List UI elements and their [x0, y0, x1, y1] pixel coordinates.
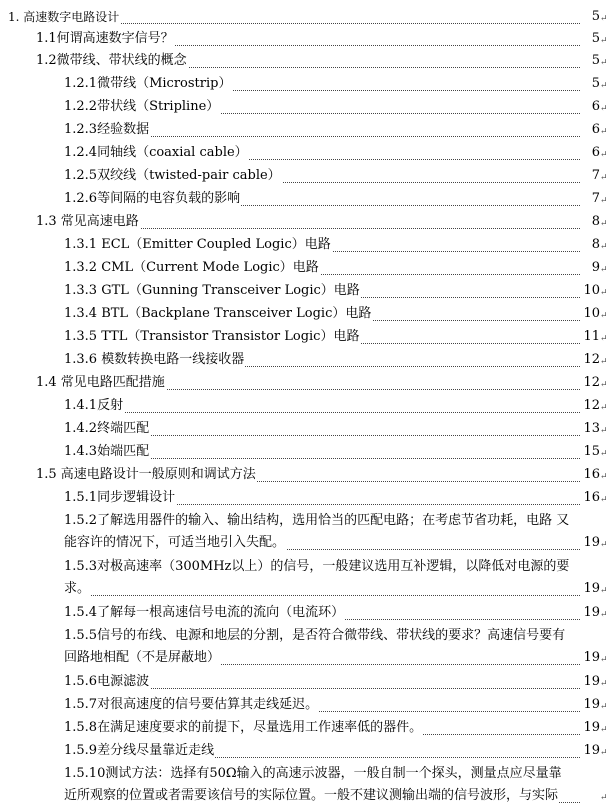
toc-entry-text: 1.5.8在满足速度要求的前提下，尽量选用工作速率低的器件。 [64, 720, 423, 735]
toc-entry[interactable] [0, 694, 612, 716]
toc-entry-text: 1.4.3始端匹配 [64, 444, 150, 459]
toc-entry-text: 1.3.4 BTL（Backplane Transceiver Logic）电路 [64, 306, 372, 321]
toc-entry-text: 能容许的情况下，可适当地引入失配。 [64, 535, 286, 550]
paragraph-mark-icon: ↵ [600, 311, 608, 321]
toc-entry[interactable] [0, 326, 612, 348]
paragraph-mark-icon: ↵ [600, 173, 608, 183]
toc-entry-text: 求。 [64, 581, 91, 596]
toc-page-number: 15 [580, 444, 600, 460]
toc-entry[interactable] [0, 510, 612, 554]
toc-page-number: 19 [580, 650, 600, 666]
toc-entry-text: 1.2.4同轴线（coaxial cable） [64, 145, 248, 160]
paragraph-mark-icon: ↵ [600, 81, 608, 91]
toc-page-number: 19 [580, 674, 600, 690]
toc-entry-text: 1.3.2 CML（Current Mode Logic）电路 [64, 260, 319, 275]
toc-page-number: 13 [580, 421, 600, 437]
toc-entry[interactable] [0, 6, 612, 28]
toc-page-number: 8 [580, 214, 600, 230]
toc-entry-text: 1.4.1反射 [64, 398, 124, 413]
toc-entry-text: 1.5.9差分线尽量靠近走线 [64, 743, 215, 758]
toc-entry-text: 1. 高速数字电路设计 [8, 10, 120, 24]
paragraph-mark-icon: ↵ [600, 265, 608, 275]
toc-entry[interactable] [0, 303, 612, 325]
paragraph-mark-icon: ↵ [600, 586, 608, 596]
toc-page-number: 19 [580, 720, 600, 736]
toc-entry[interactable] [0, 763, 612, 807]
toc-entry-text: 近所观察的位置或者需要该信号的实际位置。一般不建议测输出端的信号波形，与实际 [64, 788, 559, 803]
paragraph-mark-icon: ↵ [600, 472, 608, 482]
toc-entry-text: 1.1何谓高速数字信号？ [36, 31, 174, 46]
dot-leader [64, 595, 580, 596]
paragraph-mark-icon: ↵ [600, 426, 608, 436]
paragraph-mark-icon: ↵ [600, 725, 608, 735]
toc-entry-text-line1: 1.5.5信号的布线、电源和地层的分割，是否符合微带线、带状线的要求？高速信号要有 [64, 628, 566, 643]
dot-leader [64, 412, 580, 413]
toc-entry-text: 1.2.3经验数据 [64, 122, 150, 137]
toc-entry[interactable] [0, 740, 612, 762]
toc-page-number: 9 [580, 260, 600, 276]
toc-entry[interactable] [0, 257, 612, 279]
toc-entry[interactable] [0, 602, 612, 624]
toc-entry[interactable] [0, 441, 612, 463]
paragraph-mark-icon: ↵ [600, 380, 608, 390]
toc-entry[interactable] [0, 188, 612, 210]
toc-entry[interactable] [0, 96, 612, 118]
toc-entry[interactable] [0, 165, 612, 187]
toc-entry[interactable] [0, 671, 612, 693]
toc-page-number: 5 [580, 76, 600, 92]
toc-entry-text: 回路地相配（不是屏蔽地） [64, 650, 221, 665]
toc-entry[interactable] [0, 717, 612, 739]
toc-entry[interactable] [0, 487, 612, 509]
toc-page-number: 19 [580, 581, 600, 597]
paragraph-mark-icon: ↵ [600, 150, 608, 160]
toc-entry-text: 1.5 高速电路设计一般原则和调试方法 [36, 467, 256, 482]
toc-entry[interactable] [0, 119, 612, 141]
toc-page-number: 5 [580, 53, 600, 69]
toc-entry-text: 1.3.6 模数转换电路一线接收器 [64, 352, 245, 367]
toc-page-number: 6 [580, 99, 600, 115]
toc-entry[interactable] [0, 349, 612, 371]
toc-entry-text-line1: 1.5.2了解选用器件的输入、输出结构，选用恰当的匹配电路；在考虑节省功耗，电路 又 [64, 513, 570, 528]
toc-entry-text: 1.2.6等间隔的电容负载的影响 [64, 191, 241, 206]
toc-page-number: 8 [580, 237, 600, 253]
paragraph-mark-icon: ↵ [600, 36, 608, 46]
paragraph-mark-icon: ↵ [600, 127, 608, 137]
toc-entry[interactable] [0, 28, 612, 50]
toc-entry[interactable] [0, 372, 612, 394]
toc-page-number: 5 [580, 9, 600, 25]
toc-page-number: 12 [580, 375, 600, 391]
paragraph-mark-icon: ↵ [600, 104, 608, 114]
paragraph-mark-icon: ↵ [600, 14, 608, 24]
toc-page-number: 19 [580, 605, 600, 621]
toc-page-number: 6 [580, 122, 600, 138]
paragraph-mark-icon: ↵ [600, 403, 608, 413]
paragraph-mark-icon: ↵ [600, 334, 608, 344]
toc-page-number: 19 [580, 697, 600, 713]
paragraph-mark-icon: ↵ [600, 495, 608, 505]
paragraph-mark-icon: ↵ [600, 748, 608, 758]
toc-page-number: 12 [580, 398, 600, 414]
toc-page-number: 6 [580, 145, 600, 161]
toc-entry-text: 1.5.4了解每一根高速信号电流的流向（电流环） [64, 605, 345, 620]
toc-entry[interactable] [0, 625, 612, 669]
toc-entry[interactable] [0, 142, 612, 164]
toc-entry[interactable] [0, 395, 612, 417]
paragraph-mark-icon: ↵ [600, 540, 608, 550]
toc-entry[interactable] [0, 280, 612, 302]
toc-entry-text-line1: 1.5.10测试方法：选择有50Ω输入的高速示波器，一般自制一个探头，测量点应尽量靠 [64, 766, 562, 781]
toc-entry-text-line1: 1.5.3对极高速率（300MHz以上）的信号，一般建议选用互补逻辑，以降低对电源的要 [64, 559, 570, 574]
toc-entry[interactable] [0, 234, 612, 256]
toc-page-number: 11 [580, 329, 600, 345]
paragraph-mark-icon: ↵ [600, 242, 608, 252]
paragraph-mark-icon: ↵ [600, 288, 608, 298]
paragraph-mark-icon: ↵ [600, 449, 608, 459]
toc-page-number: 12 [580, 352, 600, 368]
toc-entry-text: 1.5.7对很高速度的信号要估算其走线延迟。 [64, 697, 319, 712]
paragraph-mark-icon: ↵ [600, 655, 608, 665]
toc-entry-text: 1.3.1 ECL（Emitter Coupled Logic）电路 [64, 237, 331, 252]
toc-entry-text: 1.5.1同步逻辑设计 [64, 490, 176, 505]
toc-entry[interactable] [0, 464, 612, 486]
paragraph-mark-icon: ↵ [600, 679, 608, 689]
toc-page-number: 16 [580, 467, 600, 483]
paragraph-mark-icon: ↵ [600, 793, 608, 803]
toc-entry-text: 1.4 常见电路匹配措施 [36, 375, 165, 390]
toc-entry[interactable] [0, 211, 612, 233]
toc-page-number: 10 [580, 306, 600, 322]
toc-page-number: 5 [580, 31, 600, 47]
paragraph-mark-icon: ↵ [600, 702, 608, 712]
toc-page-number: 19 [580, 743, 600, 759]
toc-page-number: 16 [580, 490, 600, 506]
toc-entry-text: 1.3 常见高速电路 [36, 214, 139, 229]
toc-page-number: 7 [580, 191, 600, 207]
paragraph-mark-icon: ↵ [600, 196, 608, 206]
toc-page-number: 7 [580, 168, 600, 184]
toc-entry-text: 1.4.2终端匹配 [64, 421, 150, 436]
paragraph-mark-icon: ↵ [600, 58, 608, 68]
toc-page-number: 10 [580, 283, 600, 299]
toc-entry[interactable] [0, 50, 612, 72]
toc-entry[interactable] [0, 73, 612, 95]
paragraph-mark-icon: ↵ [600, 219, 608, 229]
toc-entry-text: 1.3.3 GTL（Gunning Transceiver Logic）电路 [64, 283, 360, 298]
toc-entry-text: 1.2.1微带线（Microstrip） [64, 76, 232, 91]
toc-entry-text: 1.2.2带状线（Stripline） [64, 99, 220, 114]
toc-entry-text: 1.2.5双绞线（twisted-pair cable） [64, 168, 281, 183]
toc-entry-text: 1.3.5 TTL（Transistor Transistor Logic）电路 [64, 329, 360, 344]
paragraph-mark-icon: ↵ [600, 357, 608, 367]
toc-entry[interactable] [0, 418, 612, 440]
toc-page-number: 19 [580, 535, 600, 551]
toc-entry-text: 1.5.6电源滤波 [64, 674, 150, 689]
paragraph-mark-icon: ↵ [600, 610, 608, 620]
toc-entry-text: 1.2微带线、带状线的概念 [36, 53, 187, 68]
toc-entry[interactable] [0, 556, 612, 600]
